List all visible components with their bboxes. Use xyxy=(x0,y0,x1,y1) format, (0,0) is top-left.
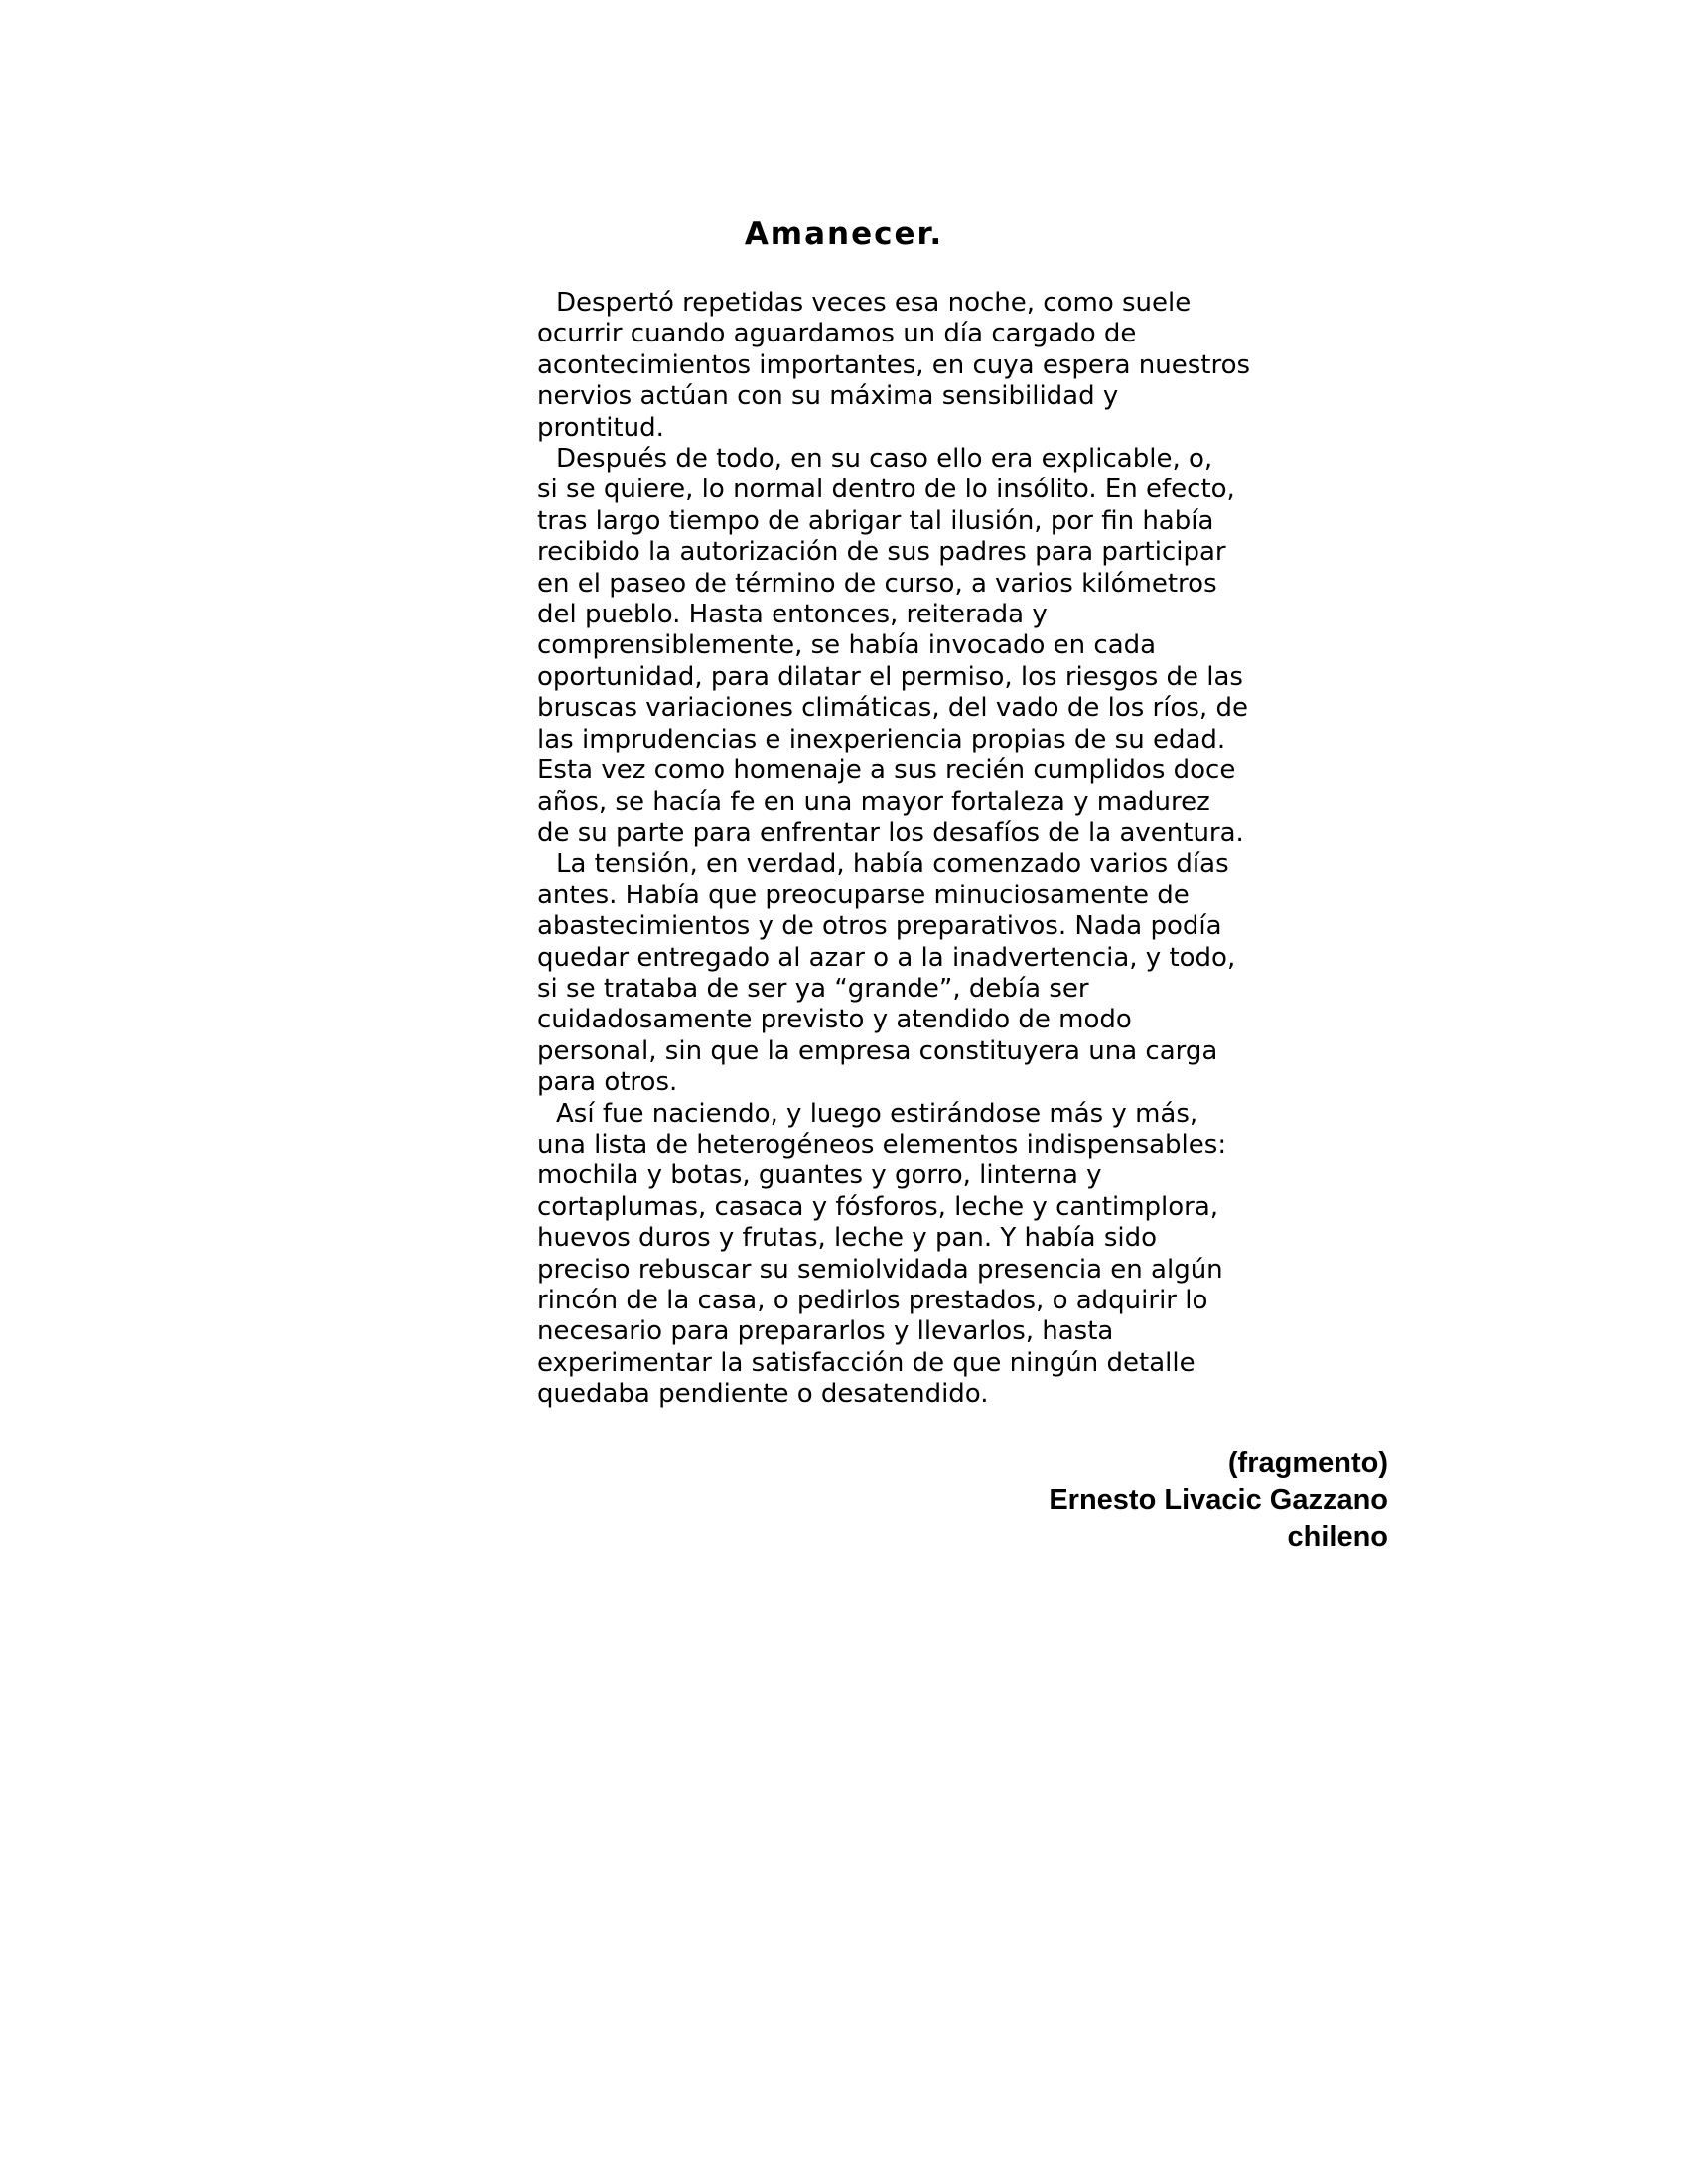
text-line: bruscas variaciones climáticas, del vado de los ríos, de xyxy=(537,693,1248,724)
text-line: acontecimientos importantes, en cuya espera nuestros xyxy=(537,349,1251,380)
text-line: quedar entregado al azar o a la inadvertencia, y todo, xyxy=(537,942,1236,973)
paragraph xyxy=(537,849,1262,1098)
text-line: una lista de heterogéneos elementos indispensables: xyxy=(537,1129,1227,1160)
text-line: comprensiblemente, se había invocado en cada xyxy=(537,630,1157,661)
text-line: cortaplumas, casaca y fósforos, leche y cantimplora, xyxy=(537,1191,1219,1222)
text-line: ocurrir cuando aguardamos un día cargado de xyxy=(537,319,1137,349)
text-line: de su parte para enfrentar los desafíos de la aventura. xyxy=(537,817,1244,848)
text-line: cuidadosamente previsto y atendido de modo xyxy=(537,1005,1132,1035)
text-line: personal, sin que la empresa constituyera una carga xyxy=(537,1035,1218,1066)
text-line: abastecimientos y de otros preparativos. Nada podía xyxy=(537,911,1222,942)
text-line: del pueblo. Hasta entonces, reiterada y xyxy=(537,600,1048,630)
text-line: mochila y botas, guantes y gorro, linterna y xyxy=(537,1160,1102,1191)
text-line: antes. Había que preocuparse minuciosamente de xyxy=(537,880,1190,910)
text-line: experimentar la satisfacción de que ningún detalle xyxy=(537,1347,1196,1378)
text-line: si se trataba de ser ya “grande”, debía ser xyxy=(537,973,1089,1004)
text-line: si se quiere, lo normal dentro de lo insólito. En efecto, xyxy=(537,475,1235,505)
text-line: años, se hacía fe en una mayor fortaleza y madurez xyxy=(537,786,1210,817)
text-line: tras largo tiempo de abrigar tal ilusión, por fin había xyxy=(537,505,1214,536)
paragraph xyxy=(537,444,1262,849)
text-line: Así fue naciendo, y luego estirándose más y más, xyxy=(556,1098,1198,1129)
paragraph xyxy=(537,288,1262,444)
text-line: quedaba pendiente o desatendido. xyxy=(537,1379,989,1410)
text-line: Despertó repetidas veces esa noche, como suele xyxy=(556,288,1192,318)
text-line: La tensión, en verdad, había comenzado varios días xyxy=(556,849,1229,880)
text-line: recibido la autorización de sus padres para participar xyxy=(537,537,1226,568)
text-line: Después de todo, en su caso ello era explicable, o, xyxy=(556,444,1213,475)
signature-block xyxy=(1049,1445,1388,1556)
text-line: huevos duros y frutas, leche y pan. Y había sido xyxy=(537,1223,1158,1254)
text-line: preciso rebuscar su semiolvidada presencia en algún xyxy=(537,1254,1223,1285)
author-name: Ernesto Livacic Gazzano xyxy=(1049,1484,1388,1516)
text-line: prontitud. xyxy=(537,412,664,443)
text-line: para otros. xyxy=(537,1067,678,1098)
text-line: oportunidad, para dilatar el permiso, los riesgos de las xyxy=(537,661,1243,692)
text-line: nervios actúan con su máxima sensibilidad y xyxy=(537,381,1119,412)
text-line: en el paseo de término de curso, a varios kilómetros xyxy=(537,568,1217,599)
fragment-note: (fragmento) xyxy=(1227,1447,1388,1479)
text-line: Esta vez como homenaje a sus recién cumplidos doce xyxy=(537,755,1236,786)
author-nationality: chileno xyxy=(1287,1521,1388,1553)
text-line: las imprudencias e inexperiencia propias de su edad. xyxy=(537,724,1226,754)
text-line: necesario para prepararlos y llevarlos, hasta xyxy=(537,1316,1114,1347)
paragraph xyxy=(537,1099,1262,1411)
document-body xyxy=(537,288,1262,1411)
document-title: Amanecer. xyxy=(744,216,944,252)
text-line: rincón de la casa, o pedirlos prestados, o adquirir lo xyxy=(537,1286,1208,1315)
